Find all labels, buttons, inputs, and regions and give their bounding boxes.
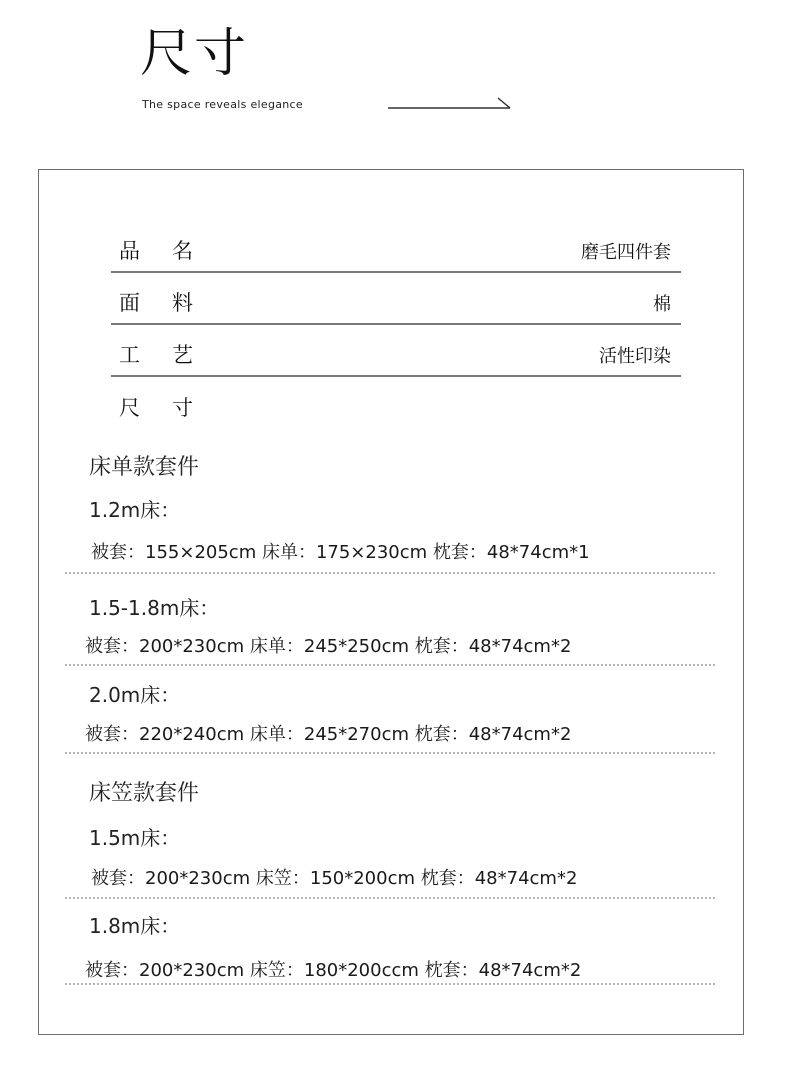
size-detail: 被套：155×205cm 床单：175×230cm 枕套：48*74cm*1: [91, 542, 590, 563]
spec-row-size: [111, 388, 681, 428]
bed-size-label: 1.5m床：: [89, 826, 181, 850]
page-title: 尺寸: [140, 24, 249, 84]
bed-size-label: 1.5-1.8m床：: [89, 596, 220, 620]
spec-key: 尺寸: [119, 396, 225, 420]
page-subtitle: The space reveals elegance: [142, 98, 303, 111]
spec-value: 磨毛四件套: [581, 242, 671, 263]
size-detail: 被套：200*230cm 床笠：180*200ccm 枕套：48*74cm*2: [85, 960, 582, 981]
section-title: 床单款套件: [89, 455, 200, 480]
arrow-right-icon: [388, 96, 512, 112]
divider: [65, 664, 715, 666]
spec-row-fabric: [111, 285, 681, 325]
bed-size-label: 1.2m床：: [89, 498, 181, 522]
section-title: 床笠款套件: [89, 781, 200, 806]
divider: [65, 752, 715, 754]
spec-row-craft: [111, 337, 681, 377]
spec-key: 工艺: [119, 343, 225, 367]
spec-card: [38, 169, 744, 1035]
spec-value: 棉: [653, 294, 671, 315]
size-detail: 被套：200*230cm 床单：245*250cm 枕套：48*74cm*2: [85, 636, 572, 657]
divider: [65, 983, 715, 985]
size-detail: 被套：200*230cm 床笠：150*200cm 枕套：48*74cm*2: [91, 868, 578, 889]
spec-key: 面料: [119, 291, 225, 315]
spec-value: 活性印染: [599, 346, 671, 367]
size-detail: 被套：220*240cm 床单：245*270cm 枕套：48*74cm*2: [85, 724, 572, 745]
divider: [65, 897, 715, 899]
spec-key: 品名: [119, 239, 225, 263]
divider: [65, 572, 715, 574]
spec-row-name: [111, 233, 681, 273]
bed-size-label: 2.0m床：: [89, 683, 181, 707]
bed-size-label: 1.8m床：: [89, 914, 181, 938]
